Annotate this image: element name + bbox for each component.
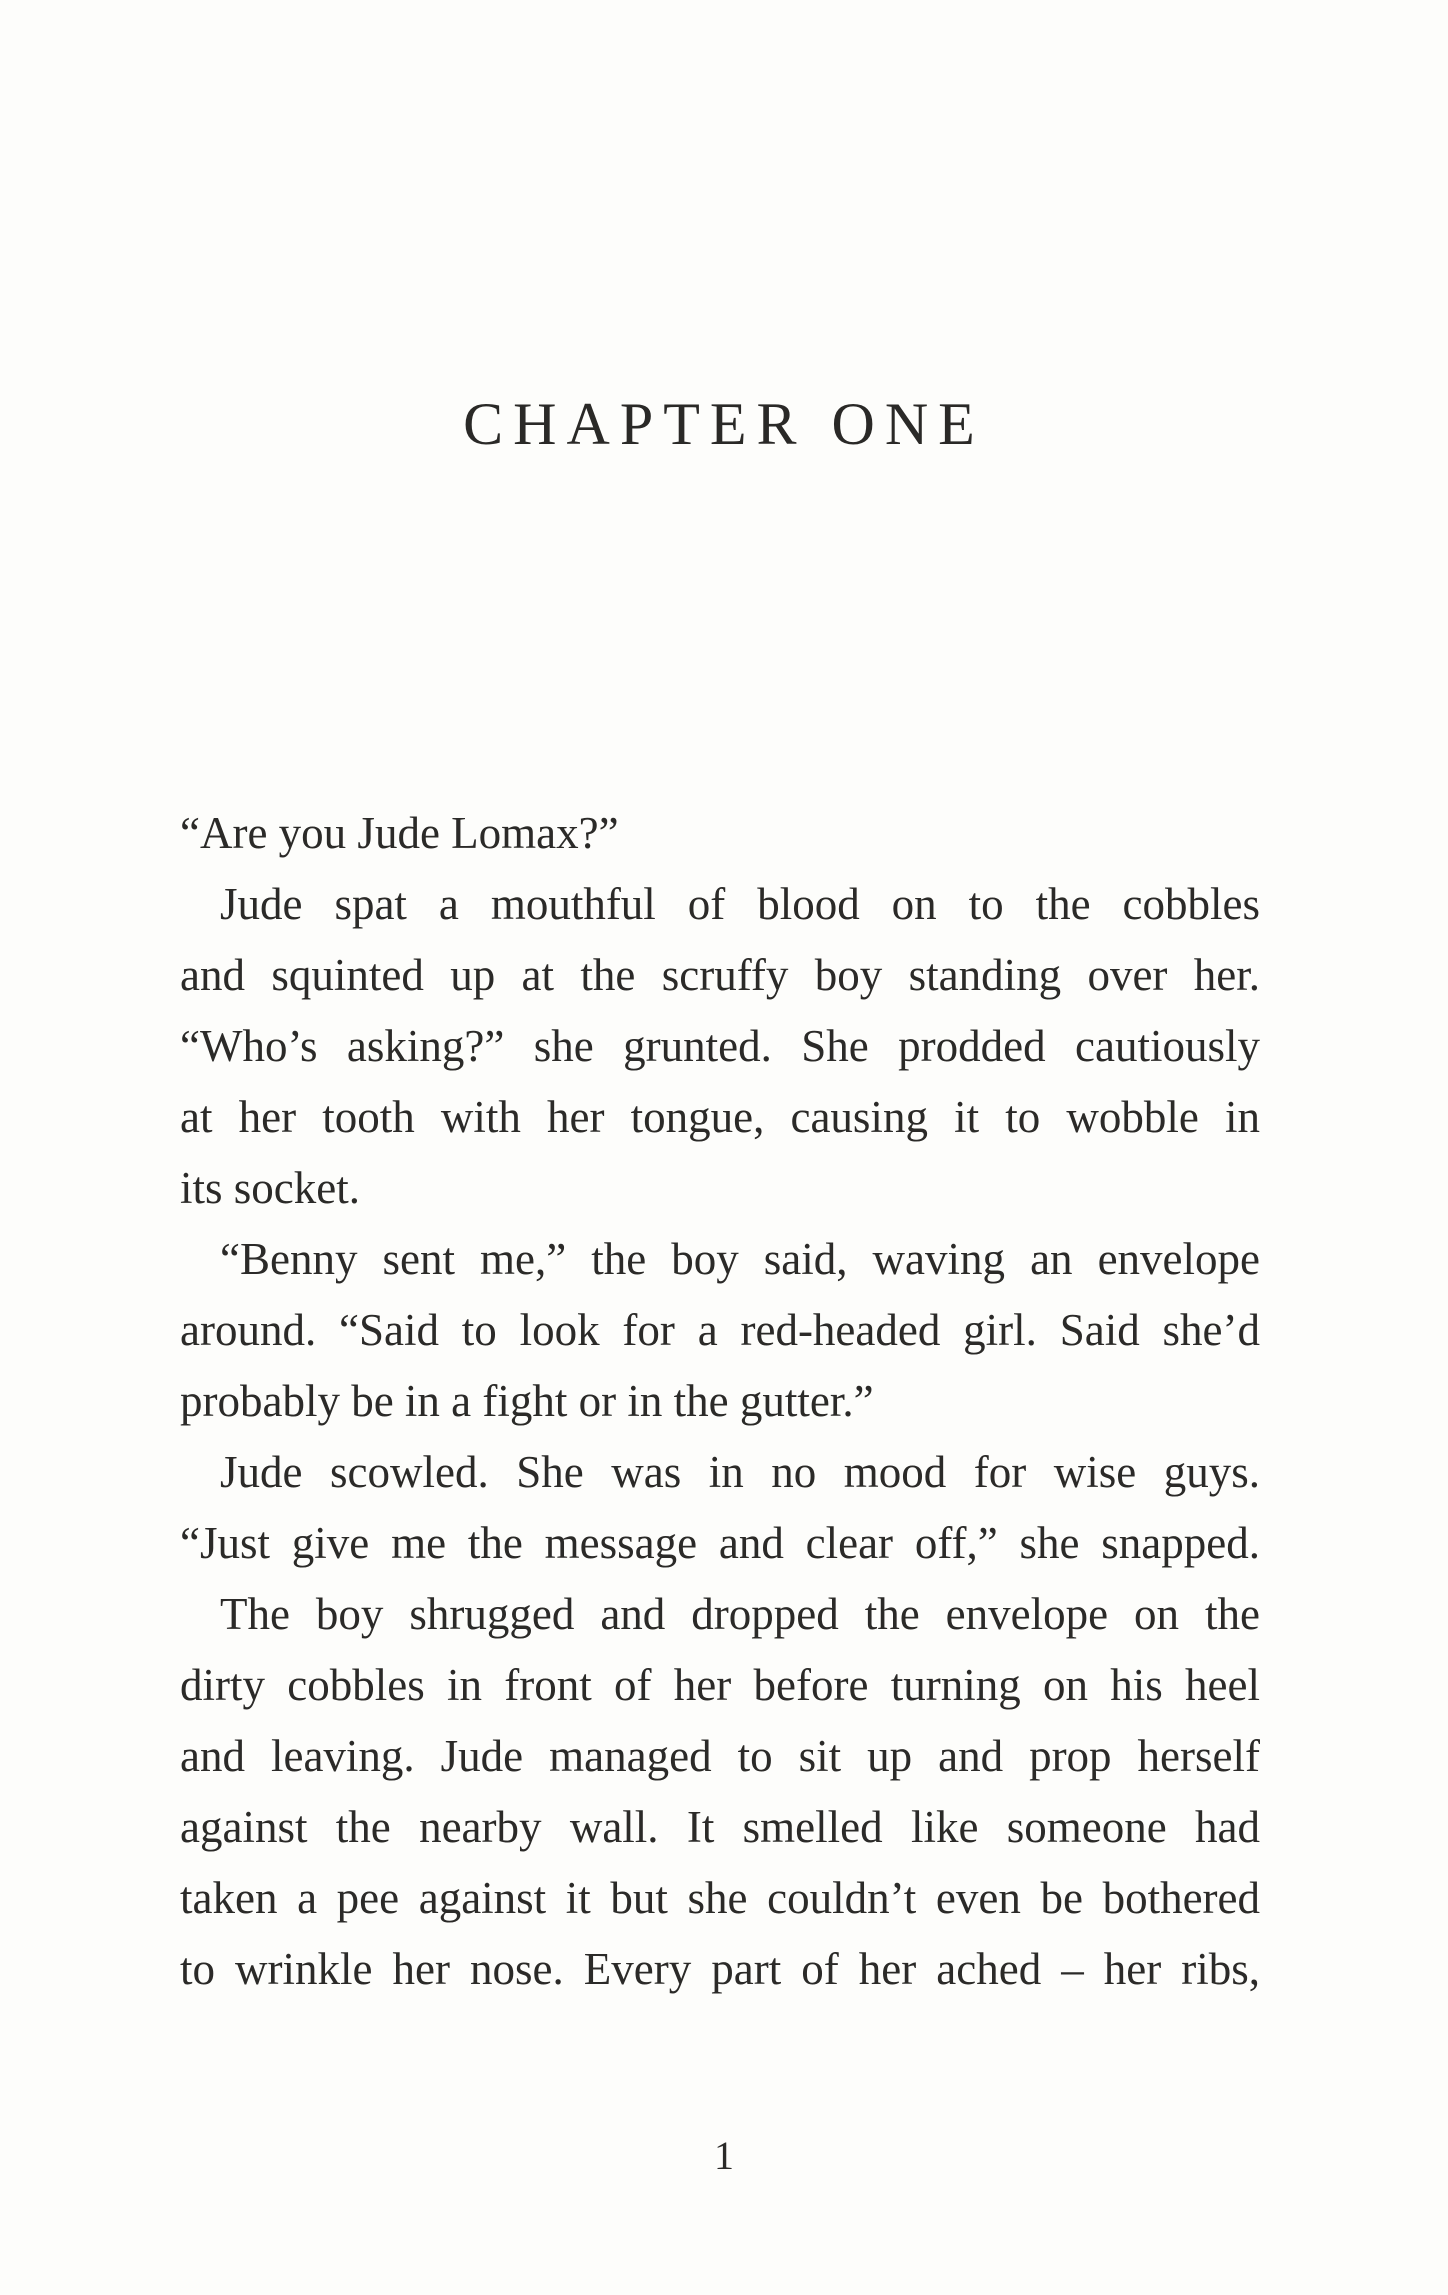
text-line: around. “Said to look for a red-headed girl. Said she’d bbox=[180, 1305, 1260, 1355]
text-line: “Just give me the message and clear off,” she snapped. bbox=[180, 1518, 1260, 1568]
text-line: taken a pee against it but she couldn’t even be bothered bbox=[180, 1873, 1260, 1923]
text-line: “Benny sent me,” the boy said, waving an envelope bbox=[220, 1234, 1260, 1284]
text-line: “Who’s asking?” she grunted. She prodded cautiously bbox=[180, 1021, 1260, 1071]
text-line: and squinted up at the scruffy boy standing over her. bbox=[180, 950, 1260, 1000]
text-line: at her tooth with her tongue, causing it to wobble in bbox=[180, 1092, 1260, 1142]
text-line: Jude spat a mouthful of blood on to the cobbles bbox=[220, 879, 1260, 929]
text-line: Jude scowled. She was in no mood for wise guys. bbox=[220, 1447, 1260, 1497]
text-line: against the nearby wall. It smelled like someone had bbox=[180, 1802, 1260, 1852]
text-line: The boy shrugged and dropped the envelope on the bbox=[220, 1589, 1260, 1639]
text-line: dirty cobbles in front of her before turning on his heel bbox=[180, 1660, 1260, 1710]
text-line: probably be in a fight or in the gutter.” bbox=[180, 1376, 874, 1426]
chapter-title: CHAPTER ONE bbox=[463, 391, 985, 457]
page-number: 1 bbox=[714, 2133, 734, 2178]
text-line: its socket. bbox=[180, 1163, 360, 1213]
text-line: and leaving. Jude managed to sit up and prop herself bbox=[180, 1731, 1260, 1781]
body-text bbox=[180, 798, 1260, 2005]
text-line: to wrinkle her nose. Every part of her ached – her ribs, bbox=[180, 1944, 1260, 1994]
text-line: “Are you Jude Lomax?” bbox=[180, 808, 619, 858]
